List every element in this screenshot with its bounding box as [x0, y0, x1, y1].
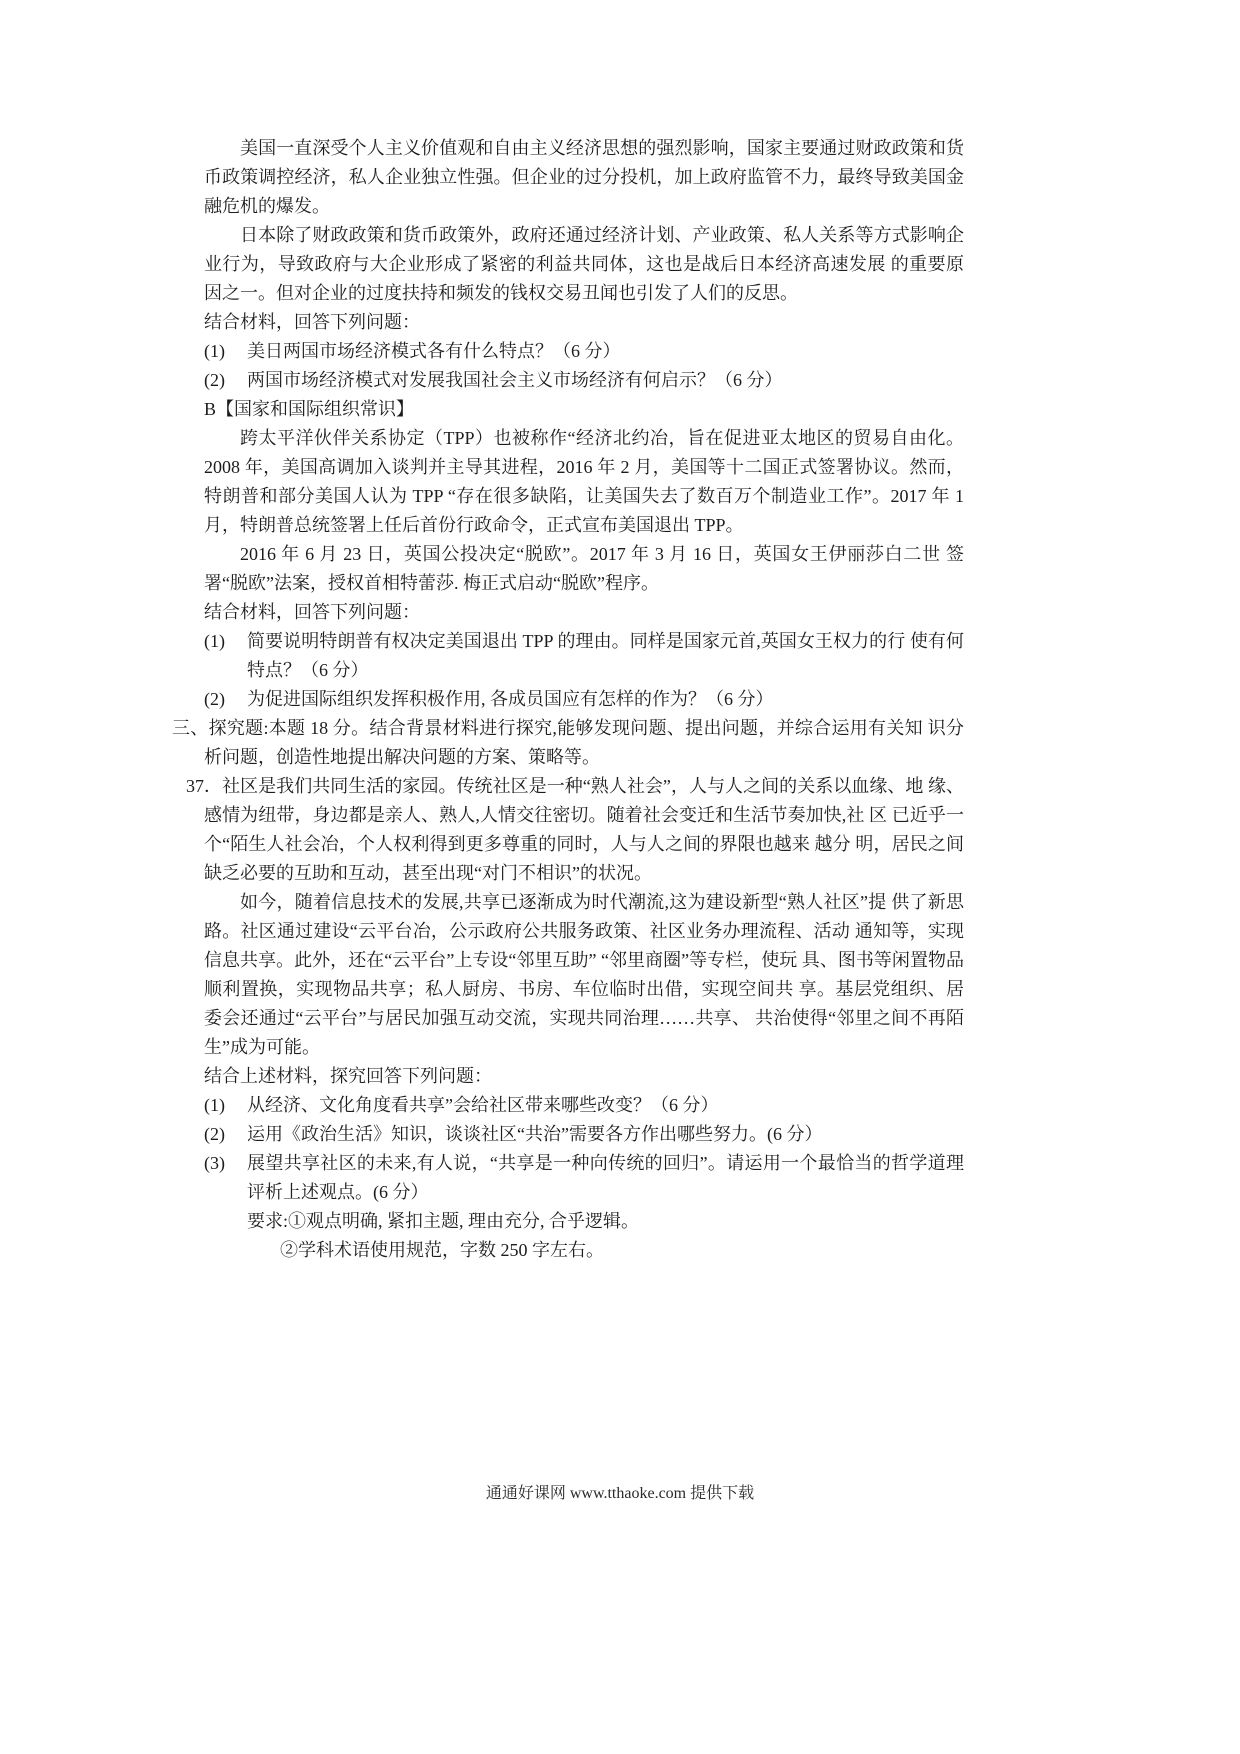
item-number: (2) [204, 689, 225, 709]
item-number: (1) [204, 1095, 225, 1115]
question-37 [186, 772, 964, 888]
question-lead-c: 结合上述材料，探究回答下列问题： [204, 1066, 492, 1086]
question-item-b2 [204, 685, 964, 714]
item-number: (2) [204, 370, 225, 390]
requirements-line-2: ②学科术语使用规范，字数 250 字左右。 [280, 1240, 604, 1260]
question-item-a1 [204, 337, 964, 366]
item-text: 简要说明特朗普有权决定美国退出 TPP 的理由。同样是国家元首,英国女王权力的行 使有何特点？（6 分） [247, 631, 964, 680]
question-item-c1 [204, 1091, 964, 1120]
page-footer: 通通好课网 www.tthaoke.com 提供下载 [485, 1485, 755, 1502]
paragraph-tpp: 跨太平洋伙伴关系协定（TPP）也被称作“经济北约冶，旨在促进亚太地区的贸易自由化。2008 年，美国高调加入谈判并主导其进程，2016 年 2 月，美国等十二国正式签署协议。然而，特朗普和部分美国人认为 TPP “存在很多缺陷，让美国失去了数百万个制造业工作”。2017 年 1 月，特朗普总统签署上任后首份行政命令，正式宣布美国退出 TPP。 [204, 428, 964, 535]
question-item-a2 [204, 366, 964, 395]
paragraph-sharing: 如今，随着信息技术的发展,共享已逐渐成为时代潮流,这为建设新型“熟人社区”提 供了新思路。社区通过建设“云平台冶，公示政府公共服务政策、社区业务办理流程、活动 通知等，实现信息共享。此外，还在“云平台”上专设“邻里互助” “邻里商圈”等专栏，使玩 具、图书等闲置物品顺利置换，实现物品共享；私人厨房、书房、车位临时出借，实现空间共 享。基层党组织、居委会还通过“云平台”与居民加强互动交流，实现共同治理……共享、 共治使得“邻里之间不再陌生”成为可能。 [204, 892, 964, 1057]
item-text: 展望共享社区的未来,有人说，“共享是一种向传统的回归”。请运用一个最恰当的哲学道理评析上述观点。(6 分） [247, 1153, 964, 1202]
paragraph-japan-economy: 日本除了财政政策和货币政策外，政府还通过经济计划、产业政策、私人关系等方式影响企业行为，导致政府与大企业形成了紧密的利益共同体，这也是战后日本经济高速发展 的重要原因之一。但对企业的过度扶持和频发的钱权交易丑闻也引发了人们的反思。 [204, 225, 964, 303]
item-text: 为促进国际组织发挥积极作用, 各成员国应有怎样的作为？（6 分） [247, 689, 774, 709]
item-text: 从经济、文化角度看共享”会给社区带来哪些改变？（6 分） [247, 1095, 719, 1115]
item-number: (2) [204, 1124, 225, 1144]
item-text: 美日两国市场经济模式各有什么特点？（6 分） [247, 341, 621, 361]
item-number: (1) [204, 631, 225, 651]
exam-content [172, 134, 964, 1265]
question-lead-a: 结合材料，回答下列问题： [204, 312, 420, 332]
question-item-c3 [204, 1149, 964, 1207]
section-b-heading: B【国家和国际组织常识】 [204, 399, 415, 419]
item-number: (3) [204, 1153, 225, 1173]
question-item-c2 [204, 1120, 964, 1149]
question-37-number: 37． [186, 776, 223, 796]
requirements-line-1: 要求:①观点明确, 紧扣主题, 理由充分, 合乎逻辑。 [247, 1211, 639, 1231]
item-text: 两国市场经济模式对发展我国社会主义市场经济有何启示？（6 分） [247, 370, 783, 390]
item-number: (1) [204, 341, 225, 361]
item-text: 运用《政治生活》知识，谈谈社区“共治”需要各方作出哪些努力。(6 分） [247, 1124, 823, 1144]
question-37-text: 社区是我们共同生活的家园。传统社区是一种“熟人社会”，人与人之间的关系以血缘、地 缘、感情为纽带，身边都是亲人、熟人,人情交往密切。随着社会变迁和生活节奏加快,社 区 已近乎一个“陌生人社会冶，个人权利得到更多尊重的同时，人与人之间的界限也越来 越分 明，居民之间缺乏必要的互助和互动，甚至出现“对门不相识”的状况。 [204, 776, 964, 883]
question-lead-b: 结合材料，回答下列问题： [204, 602, 420, 622]
paragraph-us-economy: 美国一直深受个人主义价值观和自由主义经济思想的强烈影响，国家主要通过财政政策和货币政策调控经济，私人企业独立性强。但企业的过分投机，加上政府监管不力，最终导致美国金融危机的爆发。 [204, 138, 964, 216]
paragraph-brexit: 2016 年 6 月 23 日，英国公投决定“脱欧”。2017 年 3 月 16 日，英国女王伊丽莎白二世 签署“脱欧”法案，授权首相特蕾莎. 梅正式启动“脱欧”程序。 [204, 544, 964, 593]
question-item-b1 [204, 627, 964, 685]
section-three-heading: 三、探究题:本题 18 分。结合背景材料进行探究,能够发现问题、提出问题，并综合运用有关知 识分析问题，创造性地提出解决问题的方案、策略等。 [172, 718, 964, 767]
